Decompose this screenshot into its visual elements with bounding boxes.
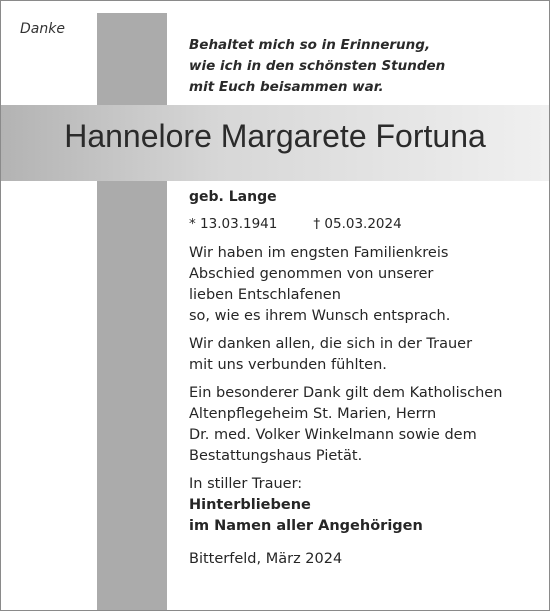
paragraph-line: Abschied genommen von unserer [189,266,434,282]
paragraph-line: Wir danken allen, die sich in der Trauer [189,336,473,352]
mourners-line: im Namen aller Angehörigen [189,518,423,534]
memorial-verse [189,35,445,98]
paragraph-line: Ein besonderer Dank gilt dem Katholischen [189,385,503,401]
place-date: Bitterfeld, März 2024 [189,551,343,567]
paragraph-line: so, wie es ihrem Wunsch entsprach. [189,308,451,324]
cross-vertical-beam [97,13,167,610]
paragraph-line: mit uns verbunden fühlten. [189,357,387,373]
special-thanks-paragraph [189,383,502,467]
mourners-block [189,474,502,537]
thanks-paragraph [189,334,502,376]
birth-date: * 13.03.1941 [189,216,278,232]
verse-line: wie ich in den schönsten Stunden [189,58,446,74]
verse-line: Behaltet mich so in Erinnerung, [189,37,431,53]
paragraph-line: Wir haben im engsten Familienkreis [189,245,449,261]
paragraph-line: Dr. med. Volker Winkelmann sowie dem [189,427,477,443]
notice-body [189,187,502,570]
verse-line: mit Euch beisammen war. [189,79,384,95]
deceased-name: Hannelore Margarete Fortuna [64,118,486,154]
paragraph-line: Bestattungshaus Pietät. [189,448,363,464]
mourners-intro: In stiller Trauer: [189,476,303,492]
life-dates [189,214,502,235]
thanks-label: Danke [20,21,65,37]
maiden-name: geb. Lange [189,189,277,205]
mourners-line: Hinterbliebene [189,497,311,513]
paragraph-line: Altenpflegeheim St. Marien, Herrn [189,406,437,422]
farewell-paragraph [189,243,502,327]
paragraph-line: lieben Entschlafenen [189,287,341,303]
death-date: † 05.03.2024 [313,216,402,232]
